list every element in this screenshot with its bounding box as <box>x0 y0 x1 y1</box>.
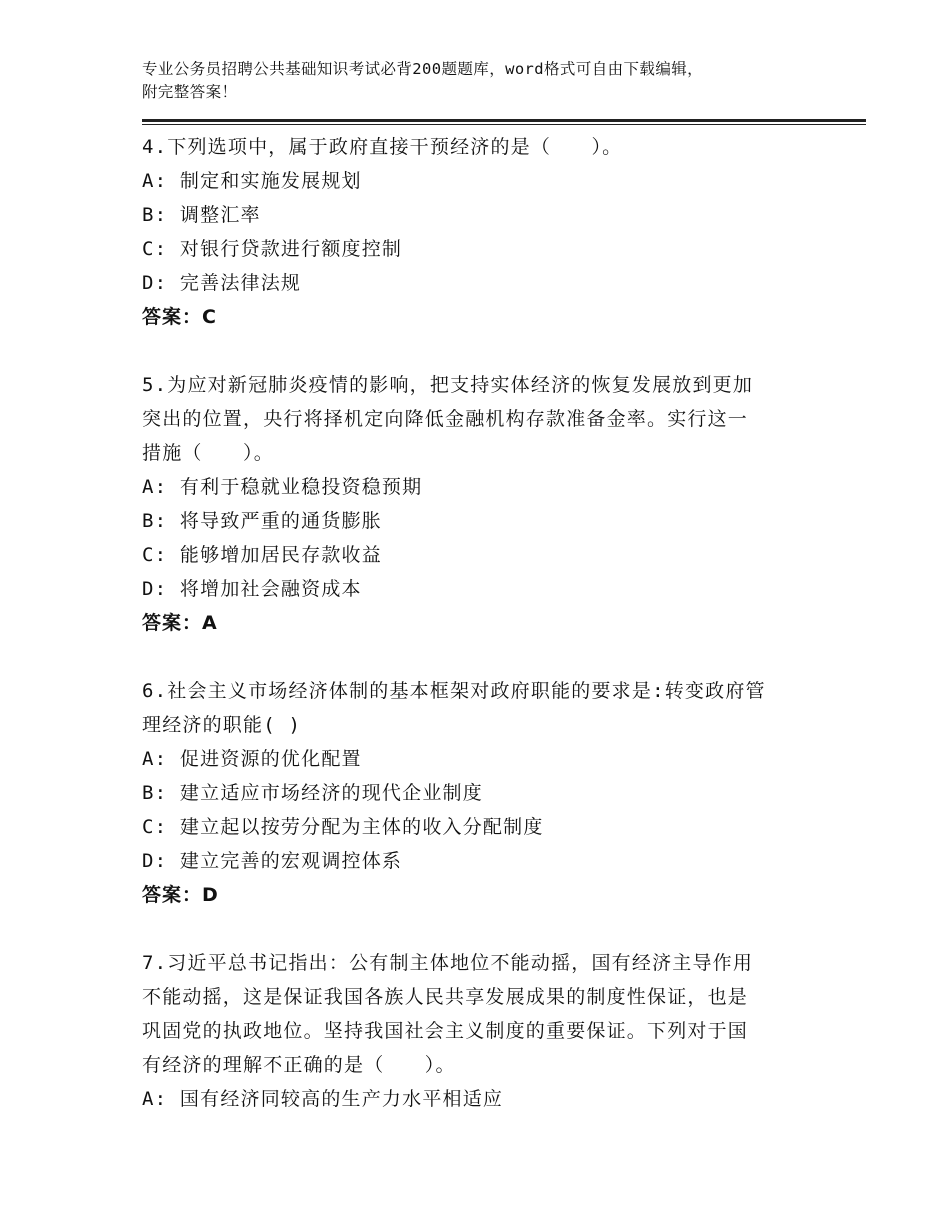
question-text: 不能动摇，这是保证我国各族人民共享发展成果的制度性保证，也是 <box>142 986 749 1008</box>
question-text: 有经济的理解不正确的是（ ）。 <box>142 1054 456 1076</box>
question-text: 措施（ ）。 <box>142 442 274 464</box>
question-7 <box>142 946 822 1116</box>
header-line-2: 附完整答案！ <box>142 83 238 101</box>
option-a: A: 制定和实施发展规划 <box>142 170 362 192</box>
spacer <box>142 912 822 946</box>
option-c: C: 对银行贷款进行额度控制 <box>142 238 403 260</box>
question-text: 6.社会主义市场经济体制的基本框架对政府职能的要求是:转变政府管 <box>142 680 766 702</box>
question-text: 7.习近平总书记指出：公有制主体地位不能动摇，国有经济主导作用 <box>142 952 754 974</box>
answer: 答案：C <box>142 306 217 328</box>
option-b: B: 将导致严重的通货膨胀 <box>142 510 382 532</box>
option-a: A: 国有经济同较高的生产力水平相适应 <box>142 1088 504 1110</box>
option-c: C: 建立起以按劳分配为主体的收入分配制度 <box>142 816 544 838</box>
question-list <box>142 130 822 1116</box>
option-a: A: 有利于稳就业稳投资稳预期 <box>142 476 423 498</box>
option-b: B: 建立适应市场经济的现代企业制度 <box>142 782 483 804</box>
question-5 <box>142 368 822 640</box>
answer: 答案：D <box>142 884 219 906</box>
header-line-1: 专业公务员招聘公共基础知识考试必背200题题库，word格式可自由下载编辑， <box>142 60 704 78</box>
question-text: 突出的位置，央行将择机定向降低金融机构存款准备金率。实行这一 <box>142 408 749 430</box>
question-text: 巩固党的执政地位。坚持我国社会主义制度的重要保证。下列对于国 <box>142 1020 749 1042</box>
header-divider-thick <box>142 119 866 122</box>
answer: 答案：A <box>142 612 218 634</box>
document-header <box>142 58 822 104</box>
spacer <box>142 640 822 674</box>
option-a: A: 促进资源的优化配置 <box>142 748 362 770</box>
option-d: D: 建立完善的宏观调控体系 <box>142 850 403 872</box>
option-d: D: 将增加社会融资成本 <box>142 578 362 600</box>
question-text: 理经济的职能( ) <box>142 714 302 736</box>
question-text: 4.下列选项中，属于政府直接干预经济的是（ ）。 <box>142 136 623 158</box>
option-d: D: 完善法律法规 <box>142 272 302 294</box>
option-b: B: 调整汇率 <box>142 204 261 226</box>
question-6 <box>142 674 822 912</box>
spacer <box>142 334 822 368</box>
question-4 <box>142 130 822 334</box>
header-divider-thin <box>142 124 866 125</box>
option-c: C: 能够增加居民存款收益 <box>142 544 382 566</box>
question-text: 5.为应对新冠肺炎疫情的影响，把支持实体经济的恢复发展放到更加 <box>142 374 754 396</box>
